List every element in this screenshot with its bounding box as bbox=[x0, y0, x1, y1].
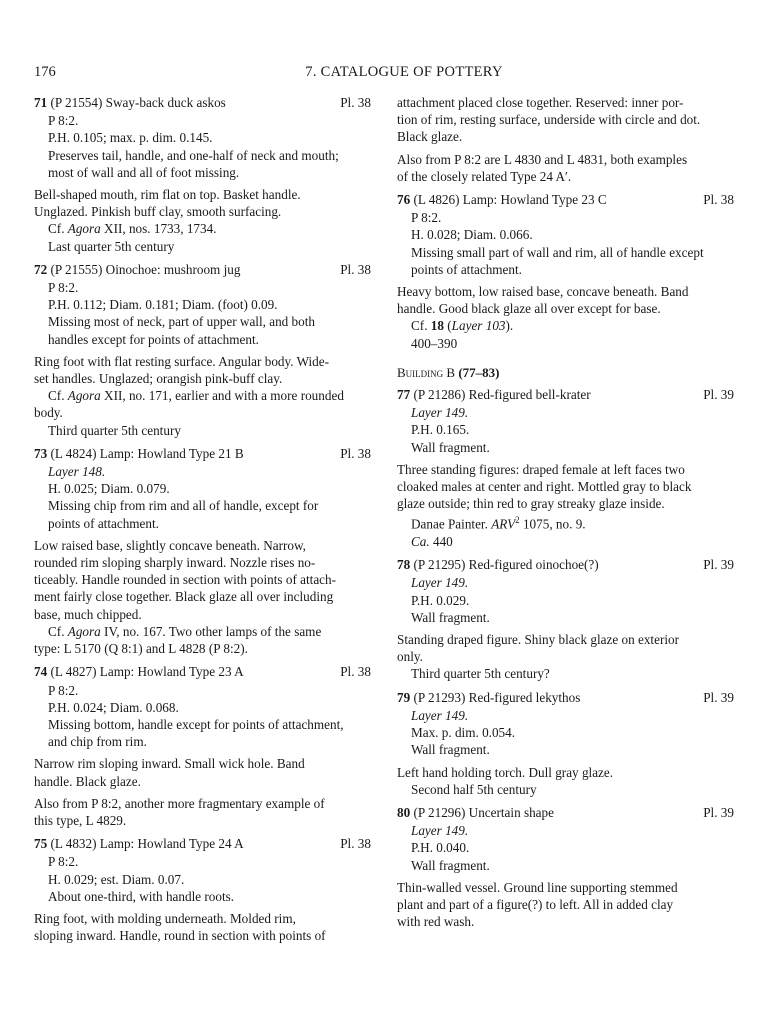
plate-ref: Pl. 38 bbox=[340, 445, 371, 461]
date-line: Last quarter 5th century bbox=[48, 238, 175, 254]
description-line: Low raised base, slightly concave beneath. Narrow, bbox=[34, 537, 306, 553]
right-column bbox=[397, 94, 734, 936]
description-line: Standing draped figure. Shiny black glaze on exterior bbox=[397, 632, 679, 648]
references bbox=[34, 387, 371, 404]
page-header bbox=[34, 64, 734, 84]
plate-ref: Pl. 38 bbox=[340, 261, 371, 277]
date-line: Third quarter 5th century? bbox=[411, 666, 550, 682]
description-line: sloping inward. Handle, round in section with points of bbox=[34, 928, 326, 944]
findspot: P 8:2. bbox=[411, 210, 442, 226]
plate-ref: Pl. 38 bbox=[703, 192, 734, 208]
cf-line: Cf. Agora XII, no. 171, earlier and with a more rounded bbox=[48, 388, 344, 404]
condition-line: Wall fragment. bbox=[411, 742, 490, 758]
entry-data bbox=[397, 404, 734, 456]
entry-heading bbox=[397, 689, 734, 706]
condition-line: handles except for points of attachment. bbox=[48, 331, 259, 347]
section-heading bbox=[397, 364, 734, 381]
plate-ref: Pl. 38 bbox=[340, 836, 371, 852]
findspot: P 8:2. bbox=[48, 113, 79, 129]
description-line: Ring foot, with molding underneath. Molded rim, bbox=[34, 910, 296, 926]
condition-line: Preserves tail, handle, and one-half of neck and mouth; bbox=[48, 147, 339, 163]
description-line: Left hand holding torch. Dull gray glaze. bbox=[397, 764, 614, 780]
also-note bbox=[34, 795, 371, 829]
findspot: Layer 149. bbox=[411, 405, 469, 421]
date-line: Ca. 440 bbox=[411, 534, 453, 550]
condition-line: points of attachment. bbox=[48, 515, 159, 531]
date-line: Third quarter 5th century bbox=[48, 422, 181, 438]
entry-data bbox=[397, 574, 734, 626]
description bbox=[397, 461, 734, 513]
description bbox=[397, 283, 734, 317]
condition-line: Wall fragment. bbox=[411, 609, 490, 625]
entry-number: 72 bbox=[34, 261, 48, 277]
entry-80 bbox=[397, 804, 734, 930]
entry-71 bbox=[34, 94, 371, 255]
description bbox=[34, 755, 371, 789]
dimensions: P.H. 0.024; Diam. 0.068. bbox=[48, 699, 179, 715]
entry-79 bbox=[397, 689, 734, 798]
entry-data bbox=[397, 209, 734, 278]
entry-72 bbox=[34, 261, 371, 439]
condition-line: Wall fragment. bbox=[411, 857, 490, 873]
entry-title: (P 21554) Sway-back duck askos bbox=[50, 95, 226, 110]
description bbox=[397, 631, 734, 665]
entry-73 bbox=[34, 445, 371, 657]
section-range: (77–83) bbox=[458, 364, 500, 380]
plate-ref: Pl. 38 bbox=[340, 664, 371, 680]
references bbox=[397, 781, 734, 798]
description-line: tion of rim, resting surface, underside with circle and dot. bbox=[397, 112, 701, 128]
note-line: this type, L 4829. bbox=[34, 812, 127, 828]
description-line: plant and part of a figure(?) to left. All in added clay bbox=[397, 896, 674, 912]
description-line: only. bbox=[397, 649, 423, 665]
entry-78 bbox=[397, 556, 734, 682]
entry-title: (P 21293) Red-figured lekythos bbox=[413, 689, 581, 705]
entry-number: 77 bbox=[397, 387, 411, 403]
references bbox=[397, 317, 734, 351]
entry-number: 76 bbox=[397, 192, 411, 208]
entry-number: 74 bbox=[34, 664, 48, 680]
findspot: P 8:2. bbox=[48, 280, 79, 296]
cf-continuation: type: L 5170 (Q 8:1) and L 4828 (P 8:2). bbox=[34, 641, 248, 657]
date-line: 400–390 bbox=[411, 335, 458, 351]
entry-data bbox=[34, 112, 371, 181]
condition-line: and chip from rim. bbox=[48, 734, 147, 750]
description-line: Black glaze. bbox=[397, 129, 463, 145]
description-line: Unglazed. Pinkish buff clay, smooth surfacing. bbox=[34, 204, 282, 220]
date-line: Second half 5th century bbox=[411, 781, 537, 797]
entry-77 bbox=[397, 386, 734, 550]
dimensions: P.H. 0.165. bbox=[411, 422, 470, 438]
findspot: P 8:2. bbox=[48, 854, 79, 870]
entry-title: (P 21555) Oinochoe: mushroom jug bbox=[50, 261, 241, 277]
entry-heading bbox=[34, 663, 371, 680]
dimensions: H. 0.029; est. Diam. 0.07. bbox=[48, 871, 185, 887]
description-line: with red wash. bbox=[397, 914, 475, 930]
condition-line: points of attachment. bbox=[411, 261, 522, 277]
page-number: 176 bbox=[34, 64, 56, 80]
entry-heading bbox=[34, 835, 371, 852]
cf-line: Cf. Agora IV, no. 167. Two other lamps of the same bbox=[48, 623, 322, 639]
entry-heading bbox=[34, 261, 371, 278]
condition-line: Wall fragment. bbox=[411, 439, 490, 455]
description-line: set handles. Unglazed; orangish pink-buff clay. bbox=[34, 371, 283, 387]
attribution-line: Danae Painter. ARV$^2$ 1075, no. 9. bbox=[411, 515, 586, 532]
description-line: Three standing figures: draped female at left faces two bbox=[397, 461, 685, 477]
findspot: Layer 148. bbox=[48, 464, 106, 480]
entry-title: (L 4827) Lamp: Howland Type 23 A bbox=[50, 664, 244, 680]
description-line: handle. Black glaze. bbox=[34, 773, 141, 789]
condition-line: About one-third, with handle roots. bbox=[48, 888, 235, 904]
dimensions: P.H. 0.040. bbox=[411, 840, 470, 856]
findspot: P 8:2. bbox=[48, 682, 79, 698]
entry-heading bbox=[397, 804, 734, 821]
also-note bbox=[397, 151, 734, 185]
description-line: base, much chipped. bbox=[34, 606, 142, 622]
entry-74 bbox=[34, 663, 371, 829]
cf-line: Cf. Agora XII, nos. 1733, 1734. bbox=[48, 221, 217, 237]
plate-ref: Pl. 39 bbox=[703, 557, 734, 573]
references bbox=[397, 665, 734, 682]
plate-ref: Pl. 39 bbox=[703, 387, 734, 403]
section-label: Building B bbox=[397, 364, 456, 380]
cf-line: Cf. 18 (Layer 103). bbox=[411, 318, 514, 334]
entry-number: 78 bbox=[397, 557, 411, 573]
dimensions: P.H. 0.112; Diam. 0.181; Diam. (foot) 0.09. bbox=[48, 297, 278, 313]
plate-ref: Pl. 39 bbox=[703, 689, 734, 705]
description-line: attachment placed close together. Reserved: inner por- bbox=[397, 95, 684, 110]
description bbox=[397, 764, 734, 781]
entry-heading bbox=[34, 445, 371, 462]
condition-line: Missing small part of wall and rim, all of handle except bbox=[411, 244, 704, 260]
description-line: ment fairly close together. Black glaze all over including bbox=[34, 589, 334, 605]
dimensions: H. 0.028; Diam. 0.066. bbox=[411, 227, 533, 243]
description-line: Heavy bottom, low raised base, concave beneath. Band bbox=[397, 284, 689, 300]
dimensions: Max. p. dim. 0.054. bbox=[411, 725, 516, 741]
entry-75-continued bbox=[397, 94, 734, 185]
entry-title: (L 4824) Lamp: Howland Type 21 B bbox=[50, 445, 244, 461]
left-column bbox=[34, 94, 371, 950]
note-line: of the closely related Type 24 A′. bbox=[397, 168, 572, 184]
description-line: rounded rim sloping sharply inward. Nozzle rises no- bbox=[34, 555, 316, 571]
dimensions: P.H. 0.029. bbox=[411, 592, 470, 608]
entry-title: (P 21295) Red-figured oinochoe(?) bbox=[413, 557, 599, 573]
entry-title: (P 21286) Red-figured bell-krater bbox=[413, 387, 591, 403]
entry-title: (L 4826) Lamp: Howland Type 23 C bbox=[413, 192, 607, 208]
condition-line: Missing chip from rim and all of handle, except for bbox=[48, 498, 319, 514]
note-line: Also from P 8:2, another more fragmentary example of bbox=[34, 795, 325, 811]
description-line: cloaked males at center and right. Mottled gray to black bbox=[397, 479, 692, 495]
entry-heading bbox=[34, 94, 371, 111]
entry-data bbox=[397, 707, 734, 759]
entry-title: (L 4832) Lamp: Howland Type 24 A bbox=[50, 836, 244, 852]
entry-number: 73 bbox=[34, 445, 48, 461]
entry-data bbox=[34, 463, 371, 532]
description bbox=[34, 186, 371, 220]
entry-heading bbox=[397, 386, 734, 403]
references bbox=[34, 623, 371, 640]
entry-data bbox=[397, 822, 734, 874]
description-line: glaze outside; thin red to gray streaky glaze inside. bbox=[397, 496, 665, 512]
plate-ref: Pl. 39 bbox=[703, 804, 734, 820]
entry-number: 71 bbox=[34, 95, 48, 110]
references bbox=[34, 220, 371, 254]
entry-76 bbox=[397, 191, 734, 352]
dimensions: H. 0.025; Diam. 0.079. bbox=[48, 481, 170, 497]
references bbox=[397, 512, 734, 550]
description bbox=[34, 353, 371, 387]
entry-title: (P 21296) Uncertain shape bbox=[413, 804, 554, 820]
entry-data bbox=[34, 853, 371, 905]
dimensions: P.H. 0.105; max. p. dim. 0.145. bbox=[48, 130, 213, 146]
entry-data bbox=[34, 682, 371, 751]
entry-number: 80 bbox=[397, 804, 411, 820]
entry-data bbox=[34, 279, 371, 348]
findspot: Layer 149. bbox=[411, 575, 469, 591]
description-line: handle. Good black glaze all over except for base. bbox=[397, 301, 661, 317]
note-line: Also from P 8:2 are L 4830 and L 4831, both examples bbox=[397, 151, 688, 167]
entry-number: 79 bbox=[397, 689, 411, 705]
entry-75 bbox=[34, 835, 371, 944]
running-head: 7. CATALOGUE OF POTTERY bbox=[305, 64, 503, 80]
condition-line: Missing bottom, handle except for points of attachment, bbox=[48, 716, 344, 732]
description-line: Thin-walled vessel. Ground line supporting stemmed bbox=[397, 879, 678, 895]
description-line: Ring foot with flat resting surface. Angular body. Wide- bbox=[34, 353, 330, 369]
findspot: Layer 149. bbox=[411, 823, 469, 839]
findspot: Layer 149. bbox=[411, 707, 469, 723]
description bbox=[34, 537, 371, 623]
cf-continuation: body. bbox=[34, 405, 63, 421]
entry-heading bbox=[397, 556, 734, 573]
description bbox=[34, 910, 371, 944]
description-line: ticeably. Handle rounded in section with points of attach- bbox=[34, 572, 337, 588]
entry-number: 75 bbox=[34, 836, 48, 852]
description-line: Bell-shaped mouth, rim flat on top. Basket handle. bbox=[34, 187, 301, 203]
description bbox=[397, 879, 734, 931]
condition-line: Missing most of neck, part of upper wall, and both bbox=[48, 314, 316, 330]
plate-ref: Pl. 38 bbox=[340, 95, 371, 110]
condition-line: most of wall and all of foot missing. bbox=[48, 164, 240, 180]
entry-heading bbox=[397, 191, 734, 208]
description-line: Narrow rim sloping inward. Small wick hole. Band bbox=[34, 756, 305, 772]
